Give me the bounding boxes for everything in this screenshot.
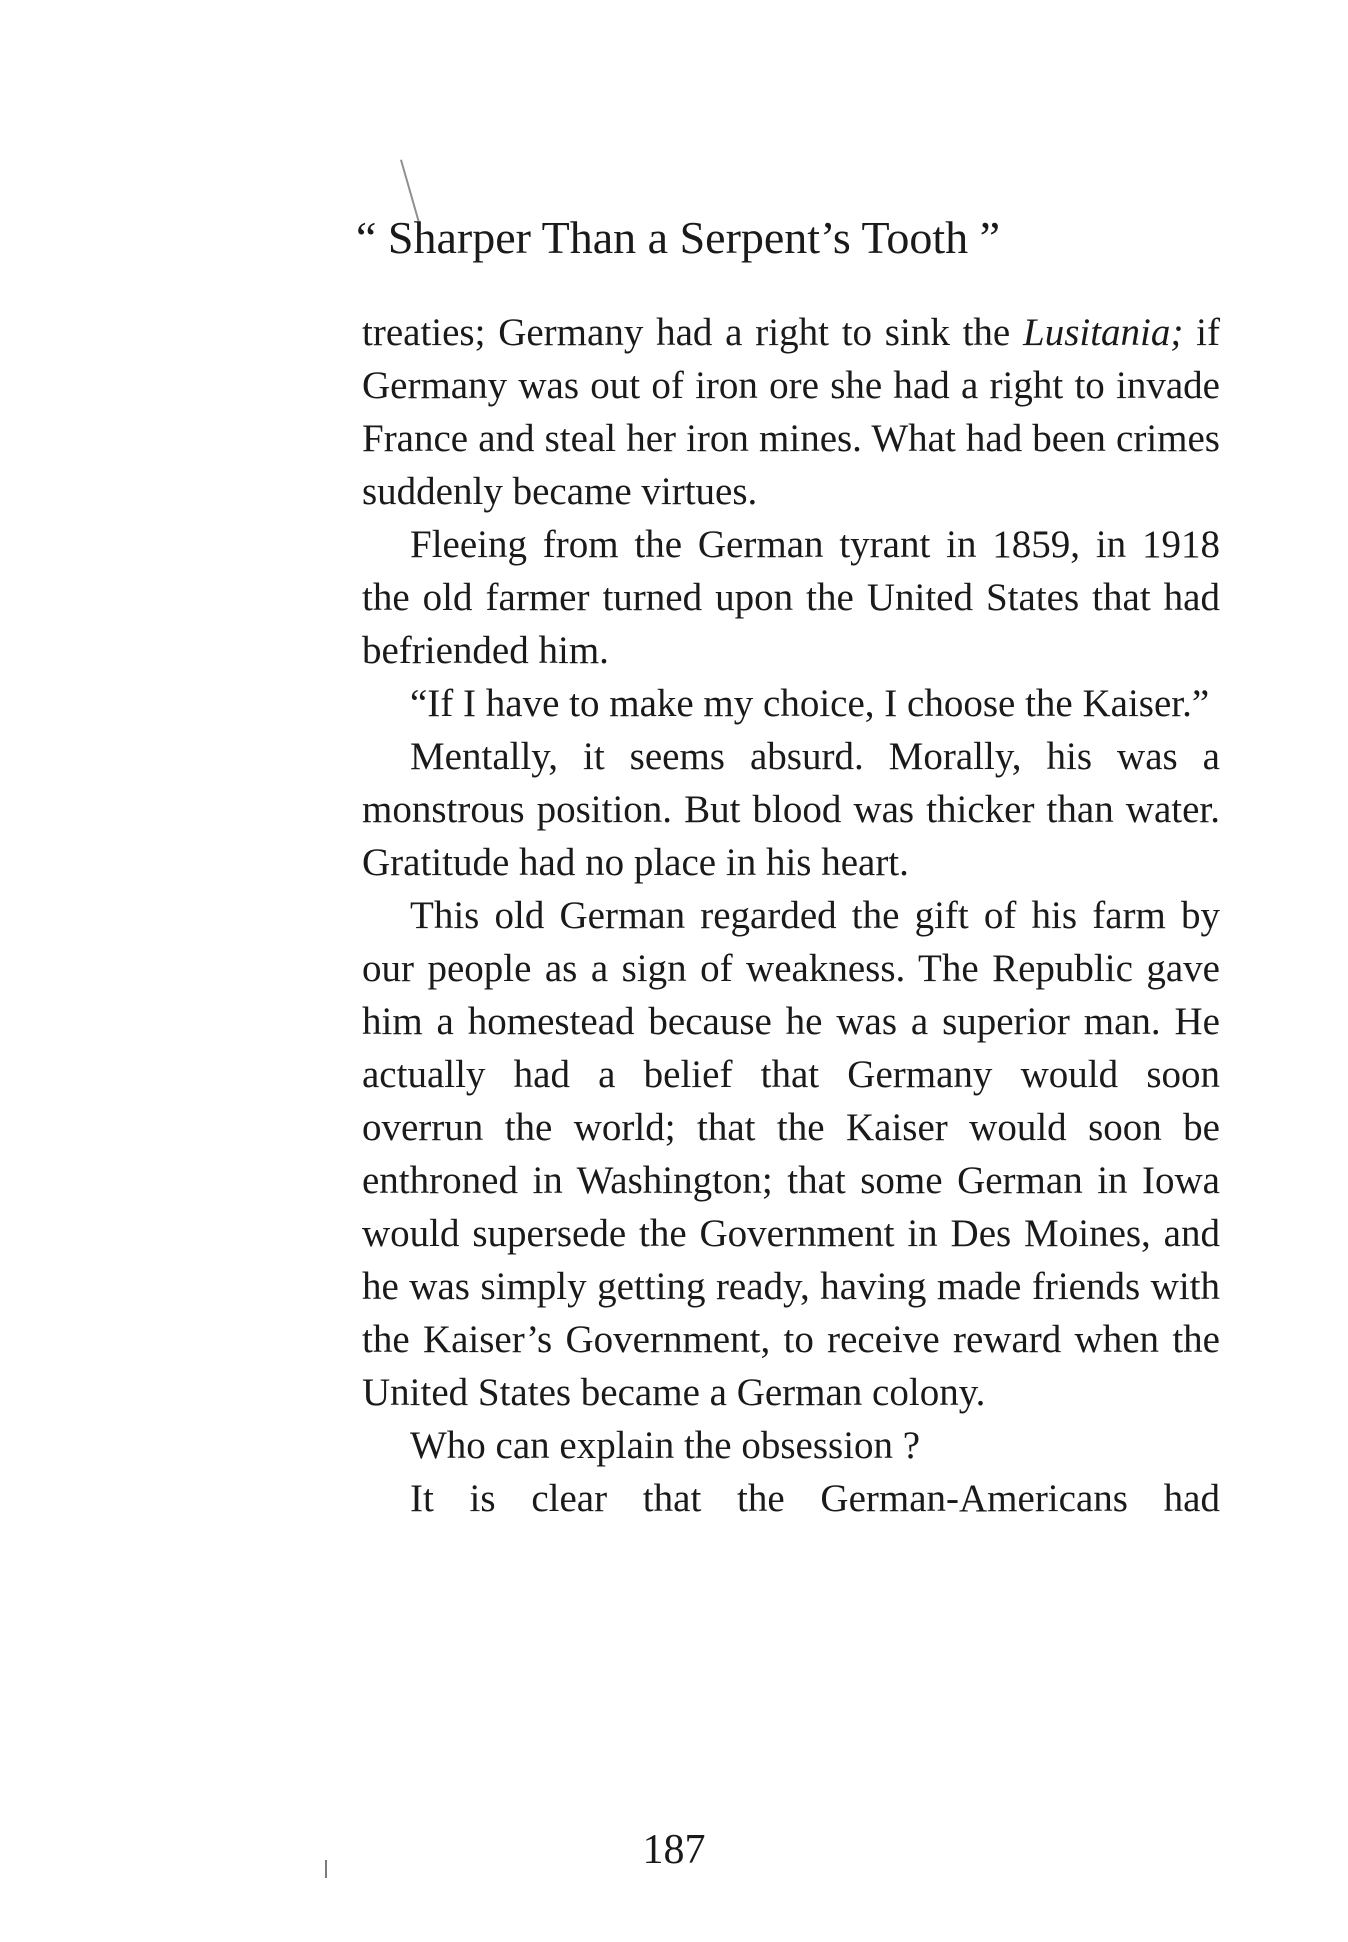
paragraph-2: Fleeing from the German tyrant in 1859, in 1918 the old farmer turned upon the United States that had befriended him. [362, 523, 1220, 672]
paragraph-3: “If I have to make my choice, I choose the Kaiser.” [410, 682, 1210, 725]
running-head: “ Sharper Than a Serpent’s Tooth ” [356, 212, 1001, 263]
paragraph-1-rest: if Germany was out of iron ore she had a right to invade France and steal her iron mines. What had been crimes suddenly became virtues. [362, 311, 1220, 513]
page-number: 187 [642, 1827, 706, 1873]
paragraph-7: It is clear that the German-Americans had [410, 1477, 1220, 1520]
paragraph-1-start: treaties; Germany had a right to sink the [362, 311, 1024, 354]
paragraph-1 [362, 306, 1220, 518]
scan-mark [325, 1860, 327, 1878]
paragraph-6: Who can explain the obsession ? [410, 1424, 921, 1467]
ship-name-italic: Lusitania; [1023, 311, 1184, 354]
paragraph-4: Mentally, it seems absurd. Morally, his was a monstrous position. But blood was thicker than water. Gratitude had no place in his heart. [362, 735, 1220, 884]
body-text [362, 306, 1220, 1525]
paragraph-5: This old German regarded the gift of his farm by our people as a sign of weakness. The Republic gave him a homestead because he was a superior man. He actually had a belief that Germany would soon overrun the world; that the Kaiser would soon be enthroned in Washington; that some German in Iowa would supersede the Government in Des Moines, and he was simply getting ready, having made friends with the Kaiser’s Government, to receive reward when the United States became a German colony. [362, 894, 1220, 1414]
